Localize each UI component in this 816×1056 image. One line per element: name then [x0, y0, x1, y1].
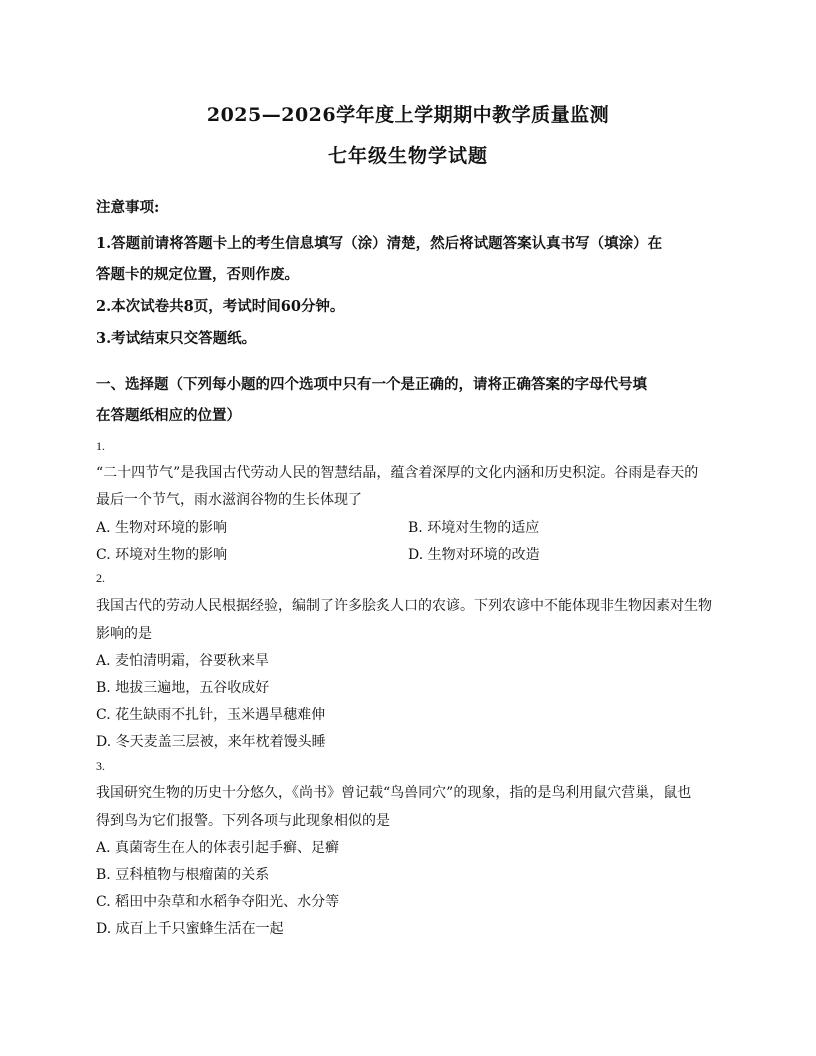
- question-stem: 得到鸟为它们报警。下列各项与此现象相似的是: [96, 813, 390, 829]
- notice-item: 1.答题前请将答题卡上的考生信息填写（涂）清楚，然后将试题答案认真书写（填涂）在: [96, 235, 663, 252]
- option-c: C. 环境对生物的影响: [96, 547, 228, 563]
- question-number: 3.: [96, 759, 105, 773]
- question-stem: 我国古代的劳动人民根据经验，编制了许多脍炙人口的农谚。下列农谚中不能体现非生物因素对生物: [96, 598, 712, 614]
- option-c: C. 花生缺雨不扎针，玉米遇旱穗难伸: [96, 707, 326, 723]
- option-b: B. 豆科植物与根瘤菌的关系: [96, 867, 270, 883]
- option-a: A. 麦怕清明霜，谷要秋来旱: [96, 653, 270, 669]
- question-stem: 我国研究生物的历史十分悠久，《尚书》曾记载“鸟兽同穴”的现象，指的是鸟利用鼠穴营巢，鼠也: [96, 785, 692, 801]
- section-heading-cont: 在答题纸相应的位置）: [96, 407, 241, 424]
- notice-item: 3.考试结束只交答题纸。: [96, 330, 257, 347]
- option-d: D. 冬天麦盖三层被，来年枕着馒头睡: [96, 734, 326, 750]
- option-a: A. 真菌寄生在人的体表引起手癣、足癣: [96, 840, 340, 856]
- notice-item: 答题卡的规定位置，否则作废。: [96, 266, 299, 283]
- option-b: B. 地拔三遍地，五谷收成好: [96, 680, 270, 696]
- option-a: A. 生物对环境的影响: [96, 520, 228, 536]
- question-number: 1.: [96, 439, 105, 453]
- question-stem: 最后一个节气，雨水滋润谷物的生长体现了: [96, 492, 362, 508]
- option-d: D. 生物对环境的改造: [408, 547, 540, 563]
- exam-subtitle: 七年级生物学试题: [327, 145, 488, 167]
- question-stem: 影响的是: [96, 626, 152, 642]
- question-stem: “二十四节气”是我国古代劳动人民的智慧结晶，蕴含着深厚的文化内涵和历史积淀。谷雨是春天的: [96, 465, 699, 481]
- option-b: B. 环境对生物的适应: [408, 520, 540, 536]
- option-c: C. 稻田中杂草和水稻争夺阳光、水分等: [96, 894, 340, 910]
- option-d: D. 成百上千只蜜蜂生活在一起: [96, 921, 284, 937]
- exam-title: 2025—2026学年度上学期期中教学质量监测: [206, 104, 610, 126]
- section-heading: 一、选择题（下列每小题的四个选项中只有一个是正确的，请将正确答案的字母代号填: [96, 376, 647, 393]
- notice-item: 2.本次试卷共8页，考试时间60分钟。: [96, 298, 345, 315]
- notice-heading: 注意事项:: [96, 199, 160, 216]
- question-number: 2.: [96, 571, 105, 585]
